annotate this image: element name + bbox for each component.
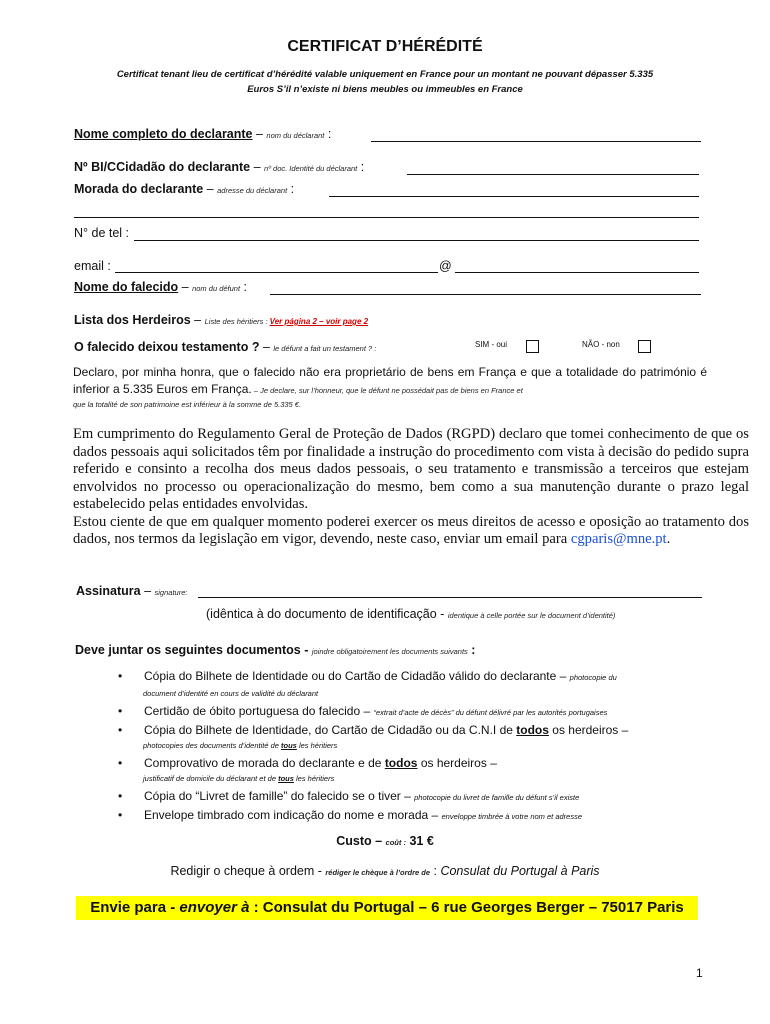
field-morada-label-group: Morada do declarante – adresse du déclarant : bbox=[74, 182, 295, 196]
assinatura-label: Assinatura bbox=[76, 584, 141, 598]
field-email-user-line[interactable] bbox=[115, 272, 438, 273]
list-item: • Cópia do Bilhete de Identidade ou do Cartão de Cidadão válido do declarante – photocopie du document d’identité en cours de validité du déclarant bbox=[118, 668, 718, 702]
field-email-domain-line[interactable] bbox=[455, 272, 699, 273]
field-falecido-label-group: Nome do falecido – nom du défunt : bbox=[74, 280, 247, 294]
page-number: 1 bbox=[696, 966, 703, 980]
declaration-paragraph bbox=[73, 364, 707, 399]
field-bi-label: Nº BI/CCidadão do declarante bbox=[74, 160, 251, 174]
field-morada-fr: adresse du déclarant bbox=[217, 186, 288, 195]
cheque-destinatario: Consulat du Portugal à Paris bbox=[440, 864, 600, 878]
list-item: • Envelope timbrado com indicação do nome e morada – enveloppe timbrée à votre nom et adresse bbox=[118, 807, 718, 825]
nao-checkbox[interactable] bbox=[638, 340, 651, 353]
custo-value: 31 € bbox=[405, 834, 434, 848]
field-morada-input-line-2[interactable] bbox=[74, 217, 699, 218]
subtitle-line-2: Euros S’il n’existe ni biens meubles ou immeubles en France bbox=[247, 84, 523, 95]
document-title: CERTIFICAT D’HÉRÉDITÉ bbox=[287, 38, 483, 55]
custo-line: Custo – coût : 31 € bbox=[336, 834, 434, 848]
docs-header: Deve juntar os seguintes documentos - joindre obligatoirement les documents suivants : bbox=[75, 643, 476, 657]
envie-address-banner: Envie para - envoyer à : Consulat du Portugal – 6 rue Georges Berger – 75017 Paris bbox=[76, 896, 698, 920]
assinatura-fr: signature: bbox=[154, 588, 188, 597]
list-item: • Comprovativo de morada do declarante e de todos os herdeiros – justificatif de domicile du déclarant et de tous les héritiers bbox=[118, 755, 718, 787]
field-tel-input-line[interactable] bbox=[134, 240, 699, 241]
sim-checkbox[interactable] bbox=[526, 340, 539, 353]
list-item: • Cópia do “Livret de famille” do falecido se o tiver – photocopie du livret de famille du défunt s’il existe bbox=[118, 788, 718, 806]
list-item: • Certidão de óbito portuguesa do falecido – “extrait d’acte de décès” du défunt délivré par les autorités portugaises bbox=[118, 703, 718, 721]
field-nome-fr: nom du déclarant bbox=[266, 131, 325, 140]
list-item: • Cópia do Bilhete de Identidade, do Cartão de Cidadão ou da C.N.I de todos os herdeiros – photocopies des documents d’identité de tous les héritiers bbox=[118, 722, 718, 754]
field-falecido-fr: nom du défunt bbox=[192, 284, 241, 293]
assinatura-note: (idêntica à do documento de identificação - identique à celle portée sur le document d’identité) bbox=[206, 607, 616, 621]
field-testamento-label-group: O falecido deixou testamento ? – le défunt a fait un testament ? : bbox=[74, 340, 377, 354]
field-herdeiros-label-group: Lista dos Herdeiros – Liste des héritiers : Ver página 2 – voir page 2 bbox=[74, 313, 369, 327]
field-morada-label: Morada do declarante bbox=[74, 182, 204, 196]
subtitle-line-1: Certificat tenant lieu de certificat d’hérédité valable uniquement en France pour un montant ne pouvant dépasser 5.335 bbox=[116, 69, 654, 80]
field-herdeiros-fr: Liste des héritiers bbox=[204, 317, 264, 326]
field-bi-input-line[interactable] bbox=[407, 174, 699, 175]
field-nome-input-line[interactable] bbox=[371, 141, 701, 142]
declaration-fr-a: – Je declare, sur l’honneur, que le défunt ne possédait pas de biens en France et bbox=[251, 386, 523, 395]
field-falecido-input-line[interactable] bbox=[270, 294, 701, 295]
ver-pagina-2-link[interactable]: Ver página 2 – voir page 2 bbox=[269, 317, 369, 326]
documents-list bbox=[118, 668, 718, 826]
field-morada-input-line[interactable] bbox=[329, 196, 699, 197]
field-email-at: @ bbox=[439, 259, 452, 273]
nao-label: NÃO - non bbox=[582, 340, 620, 349]
sim-label: SIM - oui bbox=[475, 340, 508, 349]
field-bi-fr: nº doc. Identité du déclarant bbox=[264, 164, 358, 173]
field-email-label: email : bbox=[74, 259, 111, 273]
cheque-line: Redigir o cheque à ordem - rédiger le chèque à l’ordre de : Consulat du Portugal à Paris bbox=[170, 864, 600, 878]
declaration-fr-b: que la totalité de son patrimoine est inférieur à la somme de 5.335 €. bbox=[73, 400, 302, 409]
field-tel-label: N° de tel : bbox=[74, 226, 130, 240]
cgparis-email-link[interactable]: cgparis@mne.pt bbox=[570, 531, 667, 547]
field-nome-label: Nome completo do declarante bbox=[74, 127, 253, 141]
field-nome-label-group: Nome completo do declarante – nom du déclarant : bbox=[74, 127, 332, 141]
assinatura-label-group: Assinatura – signature: bbox=[76, 584, 188, 598]
declaration-pt: Declaro, por minha honra, que o falecido não era proprietário de bens em França e que a totalidade do património é inferior a 5.335 Euros em França. bbox=[73, 365, 707, 396]
field-testamento-fr: le défunt a fait un testament ? : bbox=[273, 344, 377, 353]
field-testamento-label: O falecido deixou testamento ? bbox=[74, 340, 260, 354]
field-falecido-label: Nome do falecido bbox=[74, 280, 179, 294]
assinatura-signature-line[interactable] bbox=[198, 597, 702, 598]
rgpd-paragraph: Em cumprimento do Regulamento Geral de Proteção de Dados (RGPD) declaro que tomei conhecimento de que os dados pessoais aqui solicitados têm por finalidade a instrução do procedimento com vista à decisão do pedido supra referido e consinto a recolha dos meus dados pessoais, o seu tratamento e transmissão a terceiros que estejam envolvidos no processo ou operacionalização do mesmo, bem como a sua manutenção durante o prazo legal estabelecido pelas entidades envolvidas. Estou ciente de que em qualquer momento poderei exercer os meus direitos de acesso e oposição ao tratamento dos dados, nos termos da legislação em vigor, devendo, neste caso, enviar um email para cgparis@mne.pt. bbox=[73, 426, 749, 547]
field-bi-label-group: Nº BI/CCidadão do declarante – nº doc. Identité du déclarant : bbox=[74, 160, 365, 174]
field-herdeiros-label: Lista dos Herdeiros bbox=[74, 313, 191, 327]
